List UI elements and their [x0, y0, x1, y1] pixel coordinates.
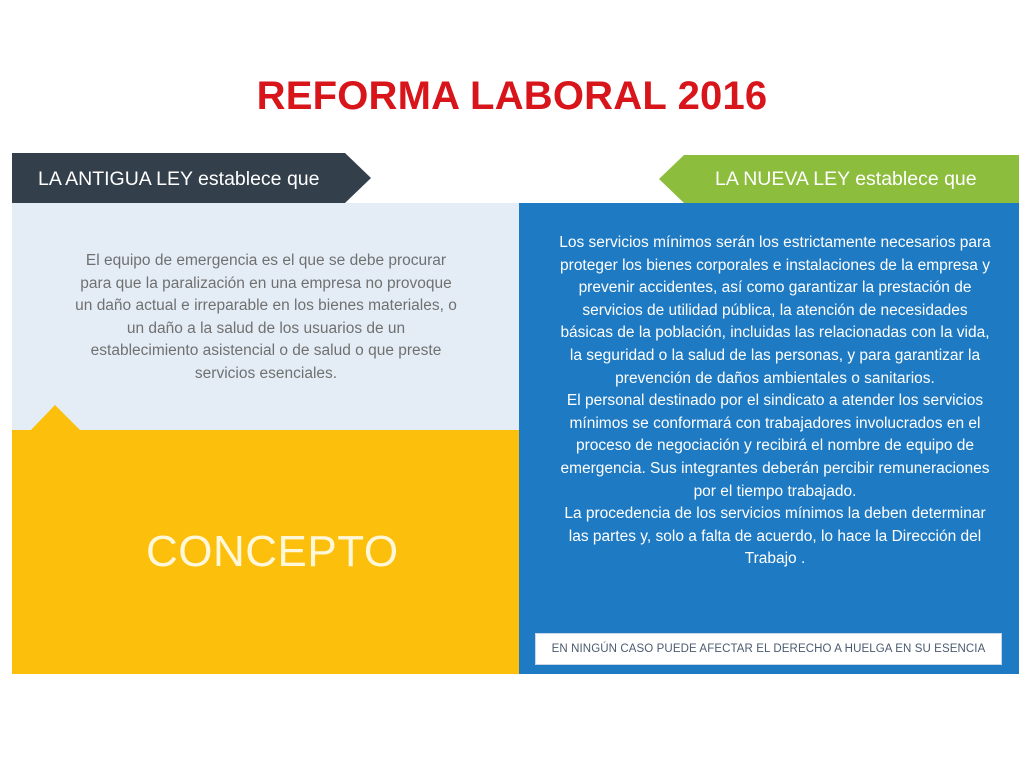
slide-title: REFORMA LABORAL 2016: [256, 74, 768, 118]
concept-notch-shape: [30, 405, 81, 431]
new-law-paragraph: La procedencia de los servicios mínimos la deben determinar las partes y, solo a falta de acuerdo, lo hace la Dirección del Trabajo .: [564, 505, 986, 568]
new-law-paragraph: Los servicios mínimos serán los estrictamente necesarios para proteger los bienes corporales e instalaciones de la empresa y prevenir accidentes, así como garantizar la prestación de servicios de utilidad pública, la atención de necesidades básicas de la población, incluidas las relacionadas con la vida, la seguridad o la salud de las personas, y para garantizar la prevención de daños ambientales o sanitarios.: [559, 234, 991, 387]
notice-box: [535, 633, 1002, 665]
old-law-banner-label: LA ANTIGUA LEY establece que: [38, 168, 320, 190]
new-law-text: [555, 232, 995, 571]
notice-text: EN NINGÚN CASO PUEDE AFECTAR EL DERECHO A HUELGA EN SU ESENCIA: [551, 643, 986, 655]
new-law-paragraph: El personal destinado por el sindicato a atender los servicios mínimos se conformará con trabajadores involucrados en el proceso de negociación y recibirá el nombre de equipo de emergencia. Sus integrantes deberán percibir remuneraciones por el tiempo trabajado.: [560, 392, 990, 500]
concept-label: CONCEPTO: [146, 527, 399, 576]
concept-arrow-shape: [519, 455, 545, 509]
old-law-text: El equipo de emergencia es el que se debe procurar para que la paralización en una empresa no provoque un daño actual e irreparable en los bienes materiales, o un daño a la salud de los usuarios de un establecimiento asistencial o de salud o que preste servicios esenciales.: [75, 252, 457, 382]
new-law-banner-label: LA NUEVA LEY establece que: [715, 168, 977, 190]
